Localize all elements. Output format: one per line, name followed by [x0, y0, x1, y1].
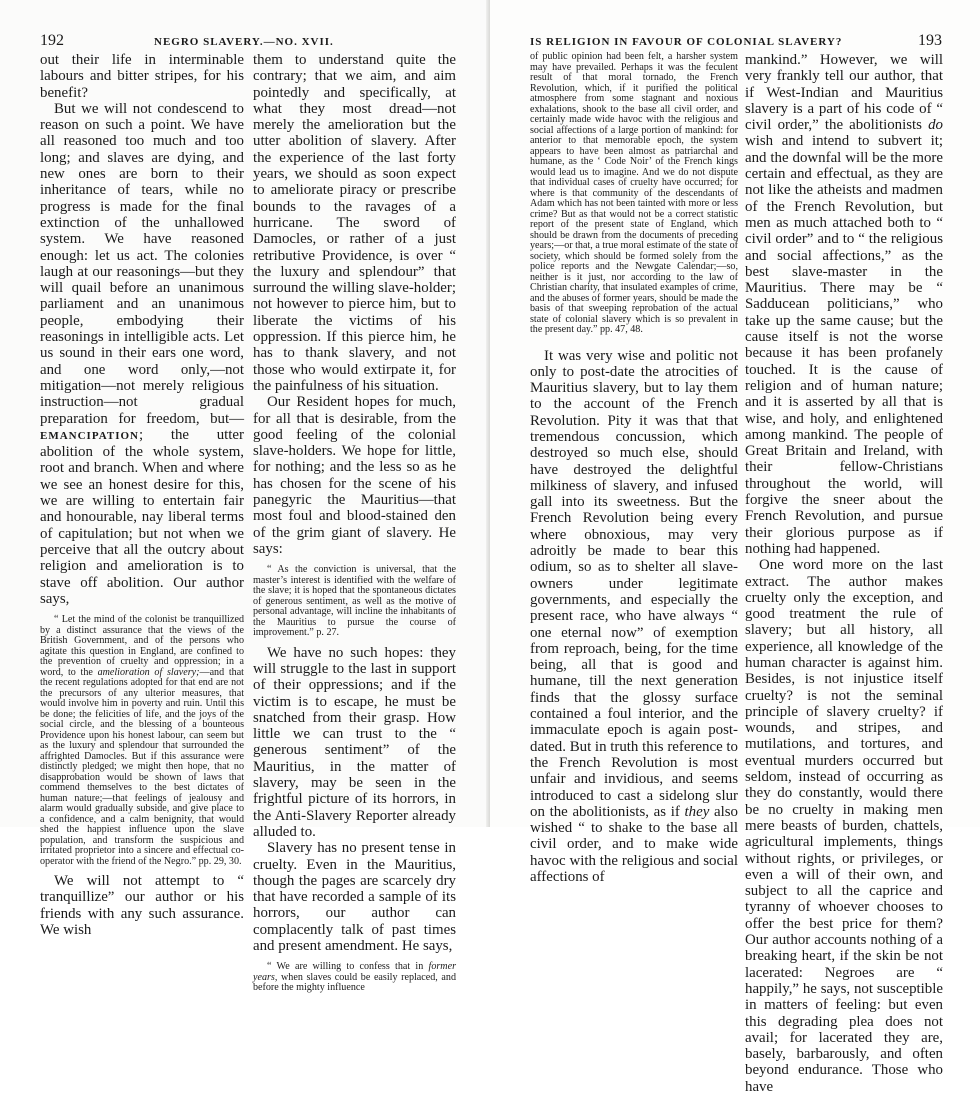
paragraph: them to understand quite the contrary; that we aim, and aim pointedly and specifically, at what they most dread—not merely the amelioration but the utter abolition of slavery. After the experience of the last forty years, we should as soon expect to ameliorate piracy or prescribe bounds to the ravages of a hurricane. The sword of Damocles, or rather of a just retributive Providence, is over “ the luxury and splendour” that surround the willing slave-holder; not however to pierce him, but to liberate the victims of his oppression. If this pierce him, he has to thank slavery, and not those who would extirpate it, for the painfulness of his situation. — [253, 52, 456, 394]
running-title: IS RELIGION IN FAVOUR OF COLONIAL SLAVERY? — [530, 36, 843, 48]
right-page — [490, 0, 980, 1095]
right-column-1 — [530, 51, 738, 885]
paragraph: We will not attempt to “ tranquillize” our author or his friends with any such assurance. We wish — [40, 873, 244, 938]
paragraph: We have no such hopes: they will struggle to the last in support of their oppressions; and if the victim is to escape, he must be snatched from their grasp. How little we can trust to the “ generous sentiment” of the Mauritius, in the matter of slavery, may be seen in the frightful picture of its horrors, in the Anti-Slavery Reporter already alluded to. — [253, 644, 456, 840]
paragraph: mankind.” However, we will very frankly tell our author, that if West-Indian and Mauritius slavery is a part of his code of “ civil order,” the abolitionists do wish and intend to subvert it; and the downfal will be the more certain and effectual, as they are not like the atheists and madmen of the French Revolution, but men as much attached both to “ civil order” and to “ the religious and social affections,” as the best slave-master in the Mauritius. There may be “ Sadducean politicians,” who take up the same cause; but the cause itself is not the worse because it has been profanely touched. It is the cause of religion and of human nature; and it is asserted by all that is wise, and holy, and enlightened among mankind. The people of Great Britain and Ireland, with their fellow-Christians throughout the world, will forgive the sneer about the French Revolution, and pursue their glorious purpose as if nothing had happened. — [745, 52, 943, 557]
paragraph: But we will not condescend to reason on such a point. We have all reasoned too much and too long; and slaves are dying, and new ones are born to their inheritance of tears, while no progress is made for the final extinction of the unhallowed system. We have reasoned enough: let us act. The colonies laugh at our reasonings—but they will quail before an unanimous parliament and an unanimous people, embodying their reasonings in intelligible acts. Let us sound in their ears one word, and one word only,—not mitigation—not merely religious instruction—not gradual preparation for freedom, but—EMANCIPATION; the utter abolition of the whole system, root and branch. When and where we see an honest desire for this, we are willing to entertain fair and honourable, nay liberal terms of capitulation; but not when we perceive that all the outcry about religion and amelioration is to stave off abolition. Our author says, — [40, 100, 244, 607]
block-quote: “ We are willing to confess that in former years, when slaves could be easily replaced, and before the mighty influence — [253, 961, 456, 994]
paragraph: Our Resident hopes for much, for all that is desirable, from the good feeling of the colonial slave-holders. We hope for little, for nothing; and the less so as he has chosen for the scene of his panegyric the Mauritius—that most foul and blood-stained den of the grim giant of slavery. He says: — [253, 394, 456, 557]
paragraph: out their life in interminable labours and bitter stripes, for his benefit? — [40, 52, 244, 101]
right-page-header — [530, 34, 942, 52]
block-quote: “ Let the mind of the colonist be tranquillized by a distinct assurance that the views of the British Government, and of the persons who agitate this question in England, are confined to the prevention of cruelty and oppression; in a word, to the amelioration of slavery;—and that the recent regulations adopted for that end are not the precursors of any ulterior measures, that would involve him in poverty and ruin. Until this be done; the felicities of life, and the joys of the social circle, and the blessing of a bounteous Providence upon his honest labour, can seem but as the luxury and splendour that surrounded the affrighted Damocles. But if this assurance were distinctly pledged; we might then hope, that no disapprobation would be shown of laws that commend themselves to the best dictates of human nature;—that feelings of jealousy and alarm would gradually subside, and give place to a confidence, and a calm benignity, that would shed the happiest influence upon the slave population, and transform the suspicious and irritated proprietor into a sincere and effectual co-operator with the friend of the Negro.” pp. 29, 30. — [40, 614, 244, 867]
paragraph: Slavery has no present tense in cruelty. Even in the Mauritius, though the pages are scarcely dry that have recorded a sample of its horrors, our author can complacently talk of past times and present amendment. He says, — [253, 840, 456, 955]
left-page — [0, 0, 490, 994]
right-column-2 — [745, 52, 943, 1095]
emancipation-emphasis: EMANCIPATION — [40, 429, 139, 442]
block-quote: “ As the conviction is universal, that the master’s interest is identified with the welfare of the slave; it is hoped that the spontaneous dictates of generous sentiment, as well as the motive of personal advantage, will incline the inhabitants of the Mauritius to pursue the course of improvement.” p. 27. — [253, 564, 456, 639]
left-page-header — [40, 34, 450, 52]
left-column-2 — [253, 52, 456, 994]
left-column-1 — [40, 52, 244, 938]
page-number: 193 — [918, 32, 942, 49]
paragraph: It was very wise and politic not only to post-date the atrocities of Mauritius slavery, but to lay them to the account of the French Revolution. Pity it was that that tremendous concussion, which destroyed so much else, should have destroyed the delightful milkiness of slavery, and infused gall into its sweetness. But the French Revolution being every where obnoxious, may very adroitly be made to bear this odium, so as to shelter all slave-owners under legitimate governments, and especially the present race, who have always “ one eternal now” of exemption from reproach, being, for the time being, all that is good and humane, till the next generation finds that the glossy surface contained a foul interior, and the immaculate epoch is again post-dated. But in truth this reference to the French Revolution is most unfair and invidious, and seems introduced to cast a sidelong slur on the abolitionists, as if they also wished “ to shake to the base all civil order, and to make wide havoc with the religious and social affections of — [530, 347, 738, 885]
page-number: 192 — [40, 32, 64, 49]
running-title: NEGRO SLAVERY.—NO. XVII. — [154, 36, 334, 48]
block-quote: of public opinion had been felt, a harsher system may have prevailed. Perhaps it was the feculent result of that moral tornado, the French Revolution, which, if it purified the political atmosphere from some stagnant and noxious exhalations, shook to the base all civil order, and certainly made wide havoc with the religious and social affections of a large portion of mankind: for anterior to that memorable epoch, the system appears to have been almost as patriarchal and humane, as the ‘ Code Noir’ of the French kings would lead us to imagine. And we do not dispute that individual cases of cruelty have occurred; for where is that community of the descendants of Adam which has not been tainted with more or less crime? But as that would not be a correct statistic report of the present state of England, which should be drawn from the documents of preceding years;—or that, a true moral estimate of the state of society, which should be formed solely from the police reports and the Newgate Calendar;—so, neither is it just, nor according to the law of Christian charity, that insulated examples of crime, and the abuses of former years, should be made the basis of that sweeping reprobation of the actual state of colonial slavery which is so prevalent in the present day.” pp. 47, 48. — [530, 51, 738, 335]
paragraph: One word more on the last extract. The author makes cruelty only the exception, and good treatment the rule of slavery; but all history, all experience, all knowledge of the human character is against him. Besides, is not injustice itself cruelty? is not the seminal principle of slavery cruelty? if wounds, and stripes, and mutilations, and tortures, and eventual murders occurred but seldom, instead of occurring as they do constantly, would there be no cruelty in making men mere beasts of burden, chattels, agricultural implements, things without rights, or privileges, or even a will of their own, and subject to all the caprice and tyranny of whoever chooses to offer the best price for them? Our author accounts nothing of a breaking heart, if the skin be not lacerated: Negroes are “ happily,” he says, not susceptible in matters of feeling: but even this degrading plea does not avail; for lacerated they are, basely, barbarously, and often beyond endurance. Those who have — [745, 557, 943, 1095]
